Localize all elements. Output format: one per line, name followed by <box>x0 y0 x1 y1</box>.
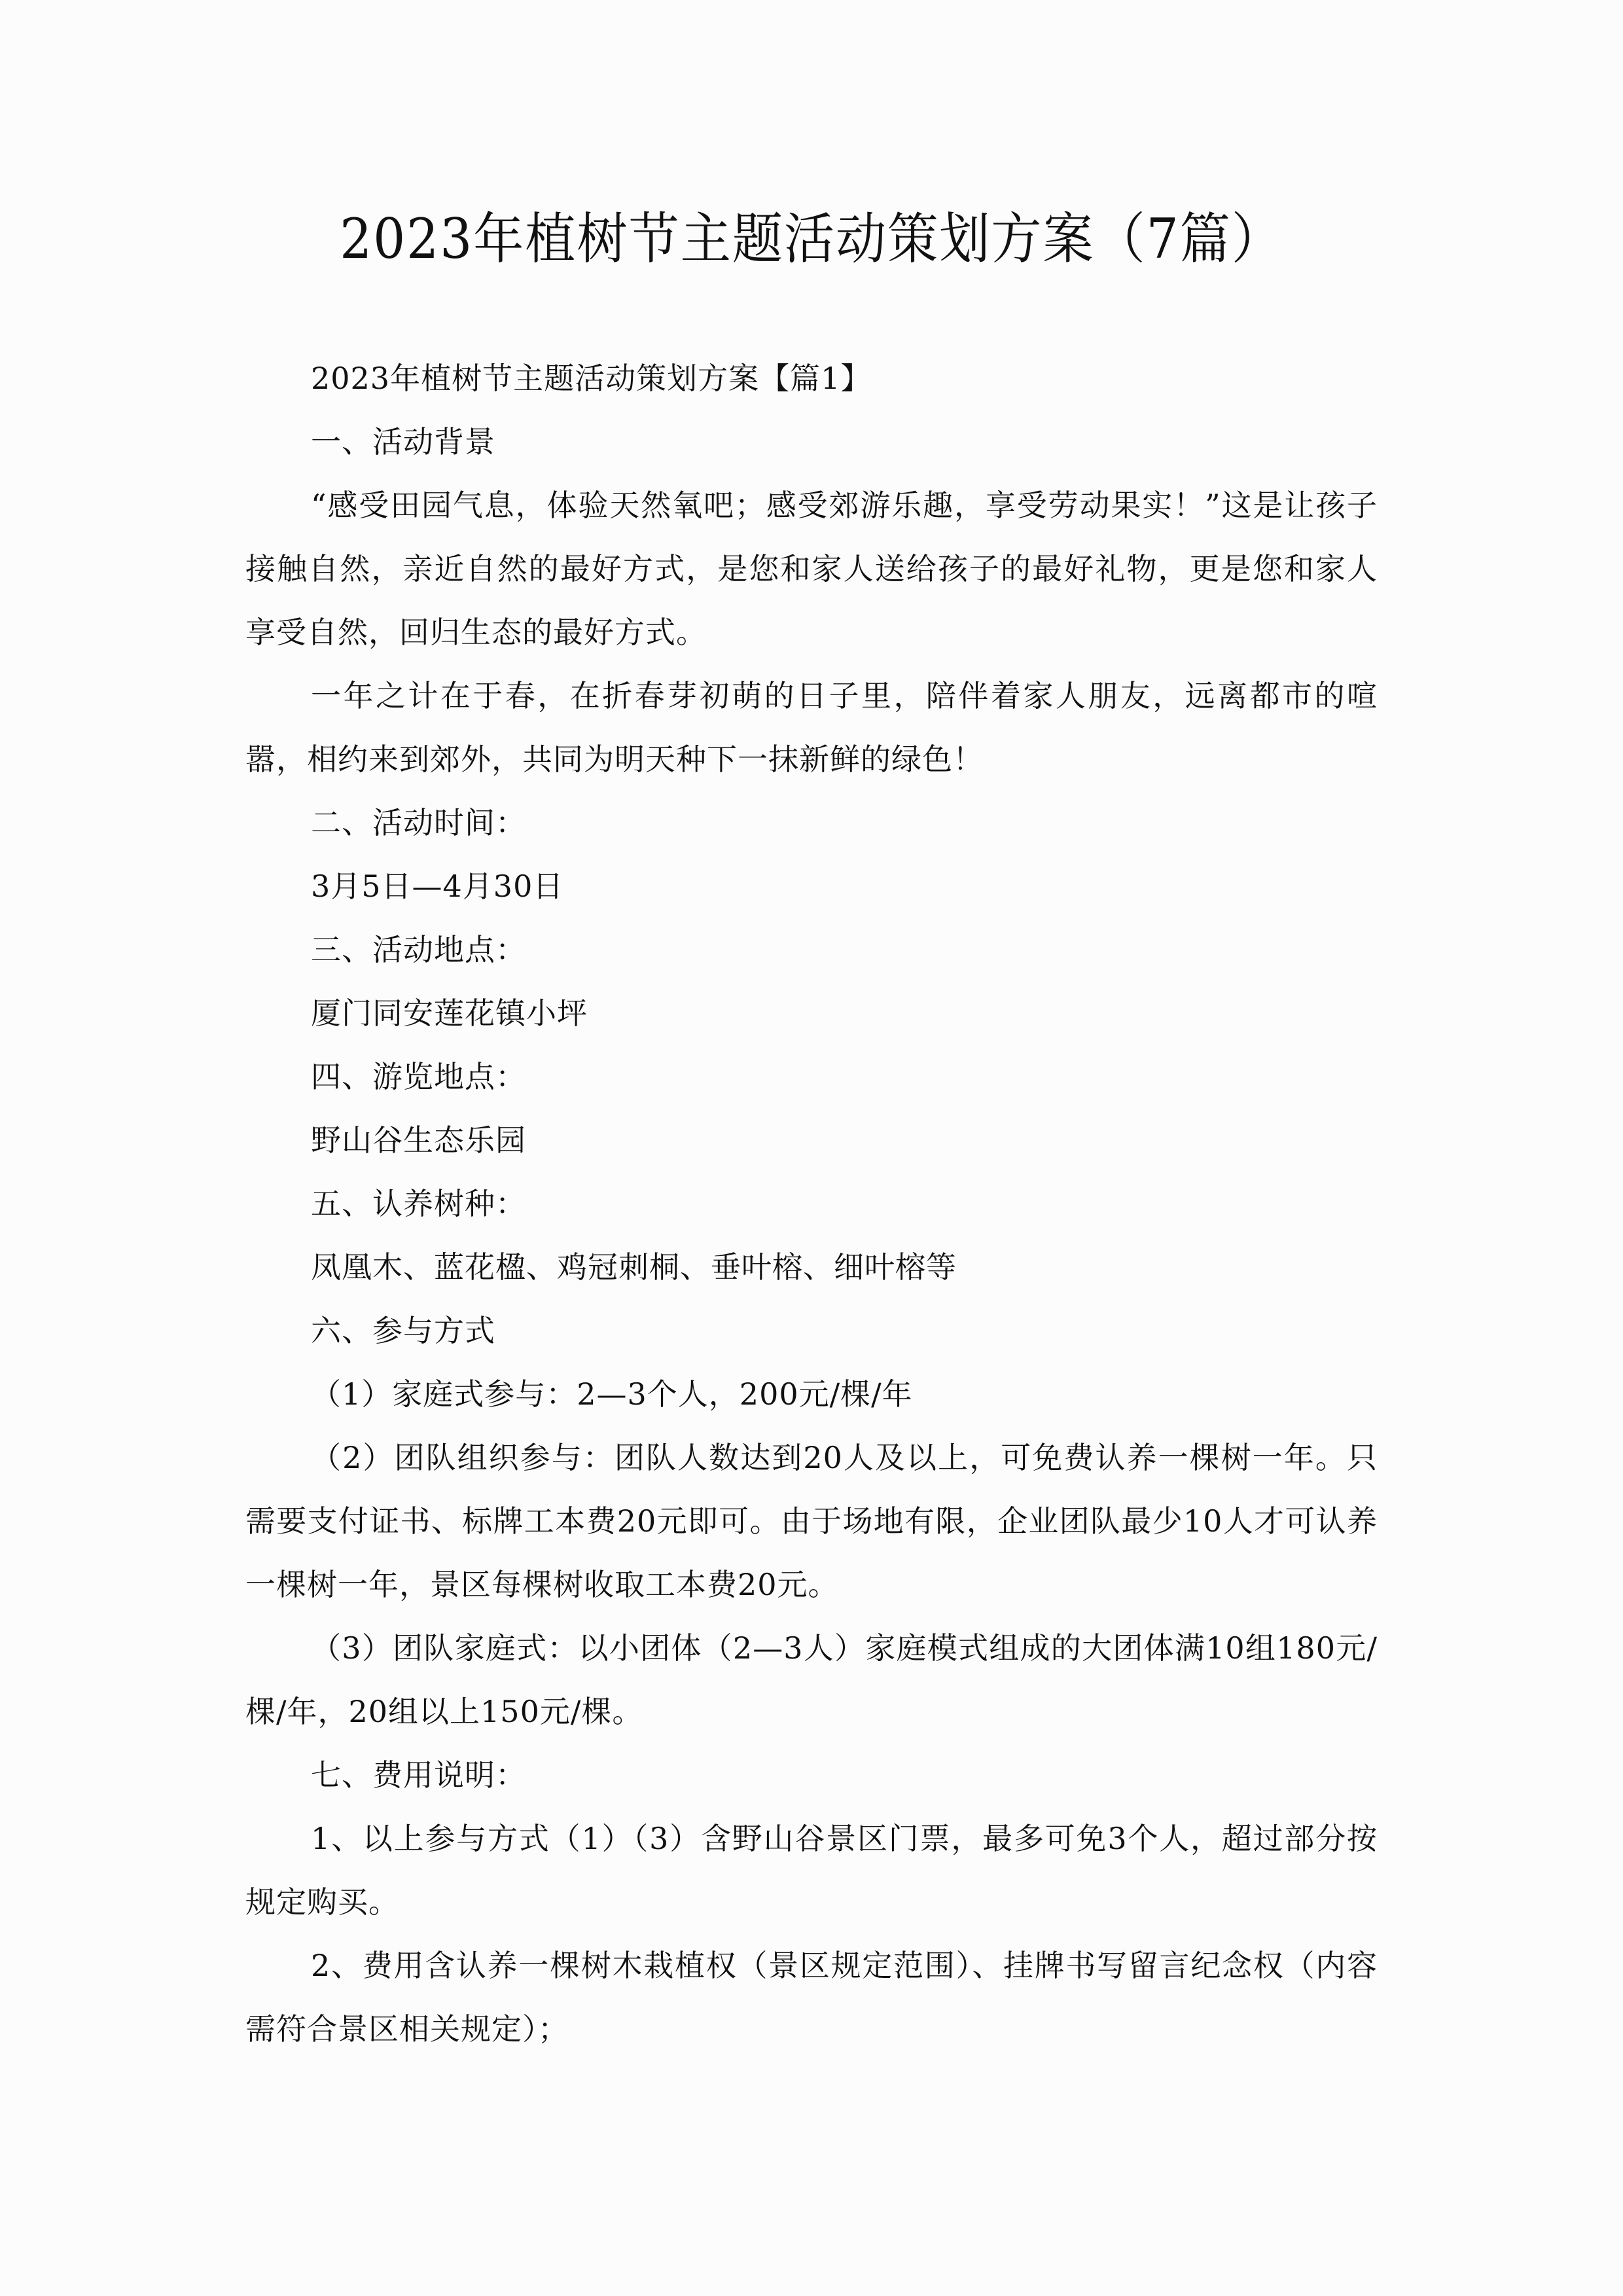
heading-location: 三、活动地点： <box>311 932 526 967</box>
heading-tour: 四、游览地点： <box>311 1059 526 1094</box>
heading-fees: 七、费用说明： <box>311 1757 526 1793</box>
species-value: 凤凰木、蓝花楹、鸡冠刺桐、垂叶榕、细叶榕等 <box>311 1249 957 1285</box>
heading-participation: 六、参与方式 <box>311 1313 495 1348</box>
participation-mode-1: （1）家庭式参与：2—3个人，200元/棵/年 <box>311 1376 913 1412</box>
heading-background: 一、活动背景 <box>311 424 495 459</box>
participation-mode-2: （2）团队组织参与：团队人数达到20人及以上，可免费认养一棵树一年。只需要支付证书、标牌工本费20元即可。由于场地有限，企业团队最少10人才可认养一棵树一年，景区每棵树收取工本费20元。 <box>245 1440 1378 1602</box>
section-heading: 2023年植树节主题活动策划方案【篇1】 <box>311 361 872 396</box>
document-title: 2023年植树节主题活动策划方案（7篇） <box>340 207 1283 271</box>
location-value: 厦门同安莲花镇小坪 <box>311 996 588 1031</box>
document-body <box>245 347 1378 2061</box>
paragraph-background-2: 一年之计在于春，在折春芽初萌的日子里，陪伴着家人朋友，远离都市的喧嚣，相约来到郊外，共同为明天种下一抹新鲜的绿色！ <box>245 678 1378 777</box>
time-value: 3月5日—4月30日 <box>311 869 564 904</box>
paragraph-background-1: “感受田园气息，体验天然氧吧；感受郊游乐趣，享受劳动果实！”这是让孩子接触自然，亲近自然的最好方式，是您和家人送给孩子的最好礼物，更是您和家人享受自然，回归生态的最好方式。 <box>245 488 1378 650</box>
heading-time: 二、活动时间： <box>311 805 526 840</box>
participation-mode-3: （3）团队家庭式：以小团体（2—3人）家庭模式组成的大团体满10组180元/棵/年，20组以上150元/棵。 <box>245 1630 1378 1729</box>
tour-value: 野山谷生态乐园 <box>311 1122 526 1158</box>
fee-item-2: 2、费用含认养一棵树木栽植权（景区规定范围）、挂牌书写留言纪念权（内容需符合景区相关规定）； <box>245 1948 1378 2047</box>
heading-species: 五、认养树种： <box>311 1186 526 1221</box>
fee-item-1: 1、以上参与方式（1）（3）含野山谷景区门票，最多可免3个人，超过部分按规定购买。 <box>245 1821 1378 1920</box>
